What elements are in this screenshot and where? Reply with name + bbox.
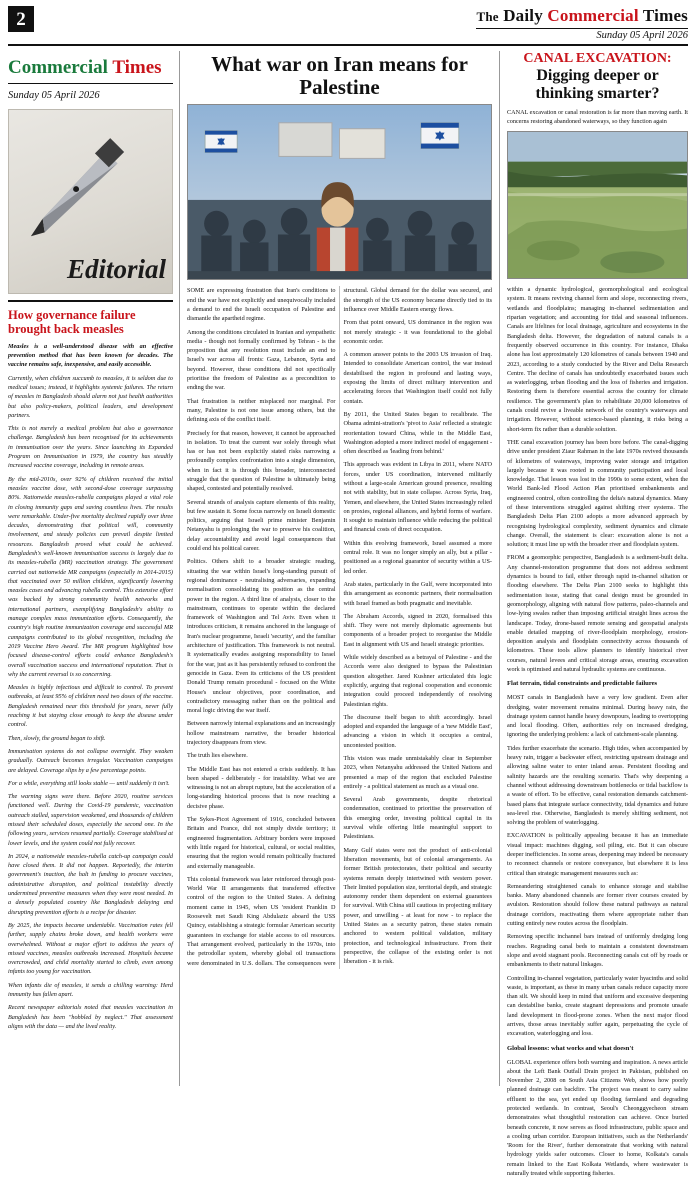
editorial-paragraph: By the mid-2010s, over 92% of children received the initial measles vaccine dose, with second-dose coverage surpassing 80%. Nationwide measles-rubella campaigns played a vital role in closing immunity gaps and saving countless lives. The results were remarkable. Under-five mortality declined rapidly over three decades, demonstrating that political will, community involvement, and steady policies can prevail despite limited resources. Bangladesh proved what could be achieved. Bangladesh's well-known immunisation success is largely due to its measles-rubella (MR) vaccination strategy. The government carried out nationwide MR campaigns (especially in 2014-2015) that vaccinated over 50 million children, significantly lowering measles cases and advancing rubella control. This extensive effort was backed by strong community health networks and international partners, exemplifying Bangladesh's ability to manage complex mass immunization efforts. Consequently, the country's high routine immunization coverage and successful MR campaigns contributed to its global recognition, including the 2019 Vaccine Hero Award. The MR program highlighted how focused disease-control efforts could enhance Bangladesh's overall vaccination success and international reputation. That is why the current reversal is so concerning. [8, 475, 173, 678]
article-paragraph: From that point onward, US dominance in the region was not merely strategic - it was foundational to the global economic order. [343, 319, 492, 345]
article-paragraph: Precisely for that reason, however, it cannot be approached in isolation. To treat the current war solely through what has or has not been explicitly stated risks narrowing a profoundly complex confrontation into a single dimension, when in fact it is through this broader, interconnected struggle that the question of Palestine is ultimately being shaped, contested and potentially resolved. [187, 429, 336, 493]
paper-title-daily: Daily [503, 6, 543, 25]
article-paragraph: This vision was made unmistakably clear in September 2023, when Netanyahu addressed the United Nations and presented a map of the region that excluded Palestine entirely - a political statement as much as a visual one. [343, 755, 492, 790]
article-paragraph: This colonial framework was later reinforced through post-World War II arrangements that transferred effective control of the region to the United States. A defining moment came in 1945, when US 'resident Franklin D Roosevelt met Saudi King Abdulaziz aboard the USS Quincy, establishing a strategic formular American security guarantees in exchange for stable access to oil resources. That arrangement evolved, particularly in the 1970s, into the petrodollar system, whereby global oil transactions were denominated in U.S. dollars. The consequences were structural. Global demand for the dollar was secured, and the strength of the US economy became directly tied to its influence over Middle Eastern energy flows. [187, 287, 492, 967]
lead-article-headline: What war on Iran means for Palestine [211, 52, 468, 99]
editorial-paragraph: The warning signs were there. Before 2020, routine services functioned well. During the Covid-19 pandemic, vaccination outreach stalled, supervision weakened, and thousands of children missed their scheduled doses, especially the second one. In the following years, services resumed partially. Coverage stabilised at lower levels, and the system could not fully recover. [8, 793, 173, 847]
article-paragraph: within a dynamic hydrological, geomorphological and ecological system. It means reviving channel form and slope, reconnecting rivers, wetlands and floodplains; managing in-channel sedimentation and riparian vegetation; and accounting for tidal and seasonal influences. Canals are lifelines for local drainage, agriculture and ecosystems in the Bangladesh delta. However, the degradation of natural canals is a frequently observed occurrence in this country. For instance, Dhaka alone has lost approximately 120 kilometres of canals between 1940 and 2023, according to a study conducted by the River and Delta Research Centre. The decline of canals has undoubtedly exacerbated issues such as waterlogging, urban flooding and the loss of fisheries and irrigation. Restoring them is therefore essential across the country for climate resilience. The government's plan to rehabilitate 20,000 kilometres of canals could revive a liveable network of the country's waterways and irrigation. However, without science-based planning, it risks being a short-term fix rather than a durable solution. [507, 286, 688, 433]
section-brand [8, 57, 173, 79]
editorial-paragraph: By 2025, the impacts became undeniable. Vaccination rates fell further, supply chains broke down, and health workers were overwhelmed. Without a major effort to address the years of missed vaccines, measles outbreaks increased. Hospitals became overcrowded, and child mortality started to climb, even among infants too young for vaccination. [8, 921, 173, 976]
article-subheading: Flat terrain, tidal constraints and predictable failures [507, 680, 658, 688]
article-paragraph: The Abraham Accords, signed in 2020, formalised this shift. They were not merely diplomatic agreements but components of a broader project to reorganise the Middle East in alignment with US and Israeli strategic priorities. [343, 612, 492, 648]
secondary-article-photo [507, 131, 688, 279]
article-paragraph: The Middle East has not entered a crisis suddenly. It has been shaped - deliberately - for instability. What we are witnessing is not an abrupt rupture, but the acceleration of a long-standing historical process that is now reaching a decisive phase. [187, 765, 336, 810]
paper-title-times: Times [642, 6, 688, 25]
page-number: 2 [8, 6, 34, 32]
article-paragraph: Between narrowly internal explanations and an increasingly hollow mainstream narrative, the broader historical trajectory disappears from view. [187, 720, 336, 746]
section-brand-commercial: Commercial [8, 57, 108, 78]
article-subheading: Global lessons: what works and what doesn't [507, 1044, 634, 1052]
article-paragraph: Several Arab governments, despite rhetorical condemnation, continued to prioritise the preservation of this emerging order, investing political capital in its survival while offering little meaningful support to Palestinians. [343, 796, 492, 841]
lead-article-body [187, 286, 492, 969]
article-paragraph: FROM a geomorphic perspective, Bangladesh is a sediment-built delta. Any channel-restoration programme that does not address sediment dynamics is bound to fail, either through rapid in-channel siltation or flooding elsewhere. The Delta Plan 2100 seeks to highlight this sedimentation issue, stating that canal design must be grounded in geomorphology, aligning with natural flow patterns, paleo-channels and low-lying swales rather than imposing artificial straight lines across the landscape. Today, drone-based remote sensing and geospatial analysis enable detailed mapping of river-floodplain morphology, erosion-deposition analysis and floodplain connectivity across thousands of kilometres. These tools allow planners to identify historical river courses, natural levees and critical storage areas, ensuring excavation work is optimised and natural hydraulic systems are continuous. [507, 554, 688, 674]
editorial-paragraph: Immunisation systems do not collapse overnight. They weaken gradually. Outreach becomes irregular. Vaccination campaigns are delayed. Coverage slips by a few percentage points. [8, 747, 173, 774]
article-paragraph: The Sykes-Picot Agreement of 1916, concluded between Britain and France, did not simply divide territory; it engineered fragmentation. Arbitrary borders were imposed with little regard for historical, cultural, or social realities, ensuring that the region would remain politically fractured and externally manageable. [187, 816, 336, 870]
paper-title-commercial: Commercial [547, 6, 639, 25]
article-paragraph: Within this evolving framework, Israel assumed a more central role. It was no longer simply an ally, but a pillar - positioned as a regional guarantor of security within a US-led order. [343, 539, 492, 575]
article-paragraph: SOME are expressing frustration that Iran's conditions to end the war have not explicitly and unequivocally included a demand to end the Israeli occupation of Palestine and dismantle the apartheid regime. [187, 287, 336, 323]
article-paragraph: THE canal excavation journey has been bore before. The canal-digging drive under president Ziaur Rahman in the late 1970s revived thousands of kilometres of waterways, improving water storage and irrigation largely because it was rooted in community participation and local knowledge. That lesson was lost in the 1990s to some extent, when the World Bank-led Flood Action Plan prioritised embankments and engineered control, often controlling the delta's natural dynamics. Many of these interventions struggled against shifting river systems. The Bangladesh Delta Plan 2100 adopts a more advanced approach by recognising hydrological complexity, sediment dynamics and climate change. Overall, the statement is clear: excavation alone is not a solution; it must line up with the broader river and floodplain system. [507, 438, 688, 549]
editorial-paragraph: Then, slowly, the ground began to shift. [8, 734, 106, 742]
article-paragraph: A common answer points to the 2003 US invasion of Iraq. Intended to consolidate American control, the war instead destabilised the region in profound and lasting ways, exposing the limits of direct military intervention and accelerating forces that Washington itself could not fully contain. [343, 351, 492, 405]
article-paragraph: MOST canals in Bangladesh have a very low gradient. Even after dredging, water movement remains minimal. During heavy rain, the drainage system cannot handle heavy downpours, leading to overtopping and local flooding. Often, authorities rely on increased dredging, ignoring the underlying problem: a lack of catchment-scale planning. [507, 694, 688, 739]
article-paragraph: This approach was evident in Libya in 2011, where NATO forces, under US coordination, intervened militarily without a large-scale American ground presence, resulting not with stability, but in state collapse. Across Syria, Iraq, Yemen, and elsewhere, the United States increasingly relied on proxies, regional alliances, and hybrid forms of warfare. It sought to maintain influence while reducing the political and financial costs of direct occupation. [343, 461, 492, 534]
secondary-article-lede: CANAL excavation or canal restoration is far more than moving earth. It concerns restoring abandoned waterways, so they function again [507, 108, 688, 125]
fountain-pen-icon [23, 134, 141, 252]
masthead [8, 6, 688, 46]
brand-divider [8, 83, 173, 84]
secondary-article-kicker: CANAL EXCAVATION: [523, 51, 672, 66]
article-paragraph: By 2011, the United States began to recalibrate. The Obama admini-stration's 'pivot to Asia' reflected a strategic reorientation toward China, while in the Middle East, Washington adopted a more indirect model of engagement - often described as 'leading from behind.' [343, 410, 492, 456]
article-paragraph: Removing specific inchannel bars instead of uniformly dredging long reaches. Regrading canal beds to maintain a consistent downstream slope and avoid stagnant pools. Reconnecting canals cut off by roads or embankments to their natural linkages. [507, 933, 688, 969]
article-paragraph: Several strands of analysis capture elements of this reality, but few sustain it. Some focus narrowly on Israeli domestic politics, arguing that Israeli prime minister Benjamin Netanyahu is prolonging the war to preserve his coalition, delay accountability and avoid legal consequences that could end his political career. [187, 498, 336, 553]
section-brand-times: Times [112, 57, 162, 78]
article-paragraph: That frustration is neither misplaced nor marginal. For many, Palestine is not one issue among others, but the defining axis of the conflict itself. [187, 397, 336, 424]
lead-article-column [180, 51, 500, 1086]
lead-article-photo [187, 104, 492, 280]
editorial-label: Editorial [66, 254, 166, 284]
secondary-article-body [507, 285, 688, 1178]
article-paragraph: GLOBAL experience offers both warning and inspiration. A news article about the Left Bank Outfall Drain project in Pakistan, published on November 2, 2008 on South Asia Citizens Web, shows how poorly planned drainage can backfire. The project was meant to carry saline effluent to the sea, yet ended up flooding farmland and degrading protected wetlands. In contrast, Seoul's Cheonggyecheon stream demonstrates what thoughtful restoration can achieve. Once buried beneath concrete, it now serves as flood infrastructure, public space and a cooling urban corridor. European initiatives, such as the Netherlands' 'Room for the River', further demonstrate that working with natural hydrology yields safer outcomes. Closer to home, Kolkata's canals remain linked to the East Kolkata Wetlands, where wastewater is naturally treated while supporting fisheries. [507, 1058, 688, 1178]
article-paragraph: Among the conditions circulated in Iranian and sympathetic media - though not formally confirmed by Tehran - is the proposition that any resolution must include an end to Israel's war across all fronts: Gaza, Lebanon, Syria and beyond. However, these conditions did not specifically prioritise the freedom of Palestine as a precondition to ending the war. [187, 328, 336, 392]
secondary-article-headline: Digging deeper or thinking smarter? [535, 67, 660, 102]
article-paragraph: Arab states, particularly in the Gulf, were incorporated into this arrangement as economic partners, their normalisation with Israel framed as both pragmatic and inevitable. [343, 580, 492, 607]
protest-crowd-photo [188, 105, 491, 279]
article-paragraph: Controlling in-channel vegetation, particularly water hyacinths and solid waste, is important, as these in many urban canals reduce capacity more than silt. We should keep in mind that uniform and excessive deepening can destabilise banks, create stagnant depressions and promote unsafe land development in flood-prone zones. When the next major flood arrives, those areas inevitably suffer again, perpetuating the cycle of excavation, waterlogging and loss. [507, 974, 688, 1038]
article-paragraph: Many Gulf states were not the product of anti-colonial liberation movements, but of colonial arrangements. As former British protectorates, their political and security systems remain deeply intertwined with western power. Their limited population size, territorial depth, and strategic autonomy render them dependent on external guarantees for survival. With China still cautious in projecting military power, and unwilling - at least for now - to replace the United States as a security patron, these states remain anchored to western political validation, military protection, and technological infrastructure. From their perspective, the collapse of the existing order is not liberation - it is risk. [343, 846, 492, 966]
editorial-divider [8, 300, 173, 302]
editorial-date: Sunday 05 April 2026 [8, 90, 100, 101]
article-paragraph: Politics. Others shift to a broader strategic reading, situating the war within Israel's long-standing pursuit of regional dominance - neutralising adversaries, expanding normalisation consolidating its position as the central power in the region. A third line of analysis, closer to the mainstream, continues to operate within the declared framework of Washington and Tel Aviv. Even when it introduces criticism, it remains anchored in the language of Iran's nuclear programme, Israeli 'security', and the familiar architecture of justification. This framework is not neutral. It systematically evades assigning responsibility to Israel for the war, just as it has persistently refused to confront the genocide in Gaza. Even its criticisms of the US president Donald Trump remain procedural - focused on the White House's unclear objectives, poor coordination, and contradictory messaging rather than on the political and moral logic driving the war itself. [187, 558, 336, 715]
editorial-paragraph: For a while, everything still looks stable — until suddenly it isn't. [8, 779, 170, 787]
masthead-date: Sunday 05 April 2026 [476, 28, 688, 41]
article-paragraph: While widely described as a betrayal of Palestine - and the Accords were also designed to bypass the Palestinian question altogether. Jared Kushner articulated this logic explicitly, arguing that regional cooperation and economic integration could proceed independently of resolving Palestinian rights. [343, 654, 492, 708]
canal-landscape-photo [508, 132, 687, 278]
paper-title-the: The [476, 9, 499, 24]
editorial-headline: How governance failure brought back measles [8, 308, 136, 337]
article-paragraph: Tides further exacerbate the scenario. High tides, when accompanied by heavy rain, trigger a backwater effect, restricting upstream drainage and allowing saline water to enter inland areas. Persistent flooding and salinity hazards are the resulting scenario. That's why deepening a channel without addressing downstream bottlenecks or tidal backflow is a waste of effort. To be effective, canal restoration demands catchment-based plans that integrate surface connectivity, tidal dynamics and future sea-level rise. Otherwise, Bangladesh is merely shifting sediment, not solving the problem of waterlogging. [507, 744, 688, 827]
editorial-paragraph: This is not merely a medical problem but also a governance challenge. Bangladesh has been recognised for its achievements in immunisation over the years. Since launching its Expanded Program on Immunisation in 1979, the country has steadily increased vaccine coverage, including in remote areas. [8, 425, 173, 470]
paper-title [476, 6, 688, 26]
editorial-paragraph: When infants die of measles, it sends a chilling warning: Herd immunity has fallen apart. [8, 981, 173, 999]
editorial-paragraph: Currently, when children succumb to measles, it is seldom due to medical issues; instead, it highlights systemic failures. The return of measles in Bangladesh should alarm not just health authorities but also policy-makers, political leaders, and development partners. [8, 374, 173, 419]
editorial-paragraph: Measles is highly infectious and difficult to control. To prevent outbreaks, at least 95% of children need two doses of the vaccine. Bangladesh remained near this threshold for years, never fully reaching it but staying close enough to keep the disease under control. [8, 684, 173, 729]
editorial-paragraph: Measles is a well-understood disease with an effective prevention method that has been known for decades. The vaccine remains safe, inexpensive, and easily accessible. [8, 342, 173, 369]
editorial-column [8, 51, 180, 1086]
masthead-right [476, 6, 688, 41]
page-grid [8, 51, 688, 1178]
article-paragraph: EXCAVATION is politically appealing because it has an immediate visual impact: machines digging, soil piling, etc. But it can obscure deeper inefficiencies. In some areas, deepening may indeed be necessary to reconnect channels or restore conveyance, but elsewhere it is less critical than strategic management measures such as: [507, 832, 688, 877]
article-paragraph: The truth lies elsewhere. [187, 752, 248, 760]
article-paragraph: The discourse itself began to shift accordingly. Israel adopted and expanded the language of a 'new Middle East', advancing a vision in which it occupies a central, uncontested position. [343, 713, 492, 749]
editorial-illustration [8, 109, 173, 294]
secondary-article-column [500, 51, 688, 1178]
editorial-paragraph: In 2024, a nationwide measles-rubella catch-up campaign could have closed them. It did not happen. Reportedly, the interim government's inaction, the halt in funding to procure vaccines, administrative disruption, and political instability directly undermined preventive measures when they were most needed. In a densely populated country like Bangladesh delaying and disrupting prevention efforts is a recipe for disaster. [8, 852, 173, 916]
article-paragraph: Remeandering straightened canals to enhance storage and stabilise banks. Many abandoned channels are former river courses created by avulsion. Restoration should follow these natural pathways as natural drainage corridors, reactivating them where appropriate rather than cutting entirely new routes across the floodplain. [507, 882, 688, 928]
editorial-body [8, 342, 173, 1031]
editorial-paragraph: Recent newspaper editorials noted that measles vaccination in Bangladesh has been "hobbled by neglect." That assessment aligns with the data — and the lived reality. [8, 1004, 173, 1030]
